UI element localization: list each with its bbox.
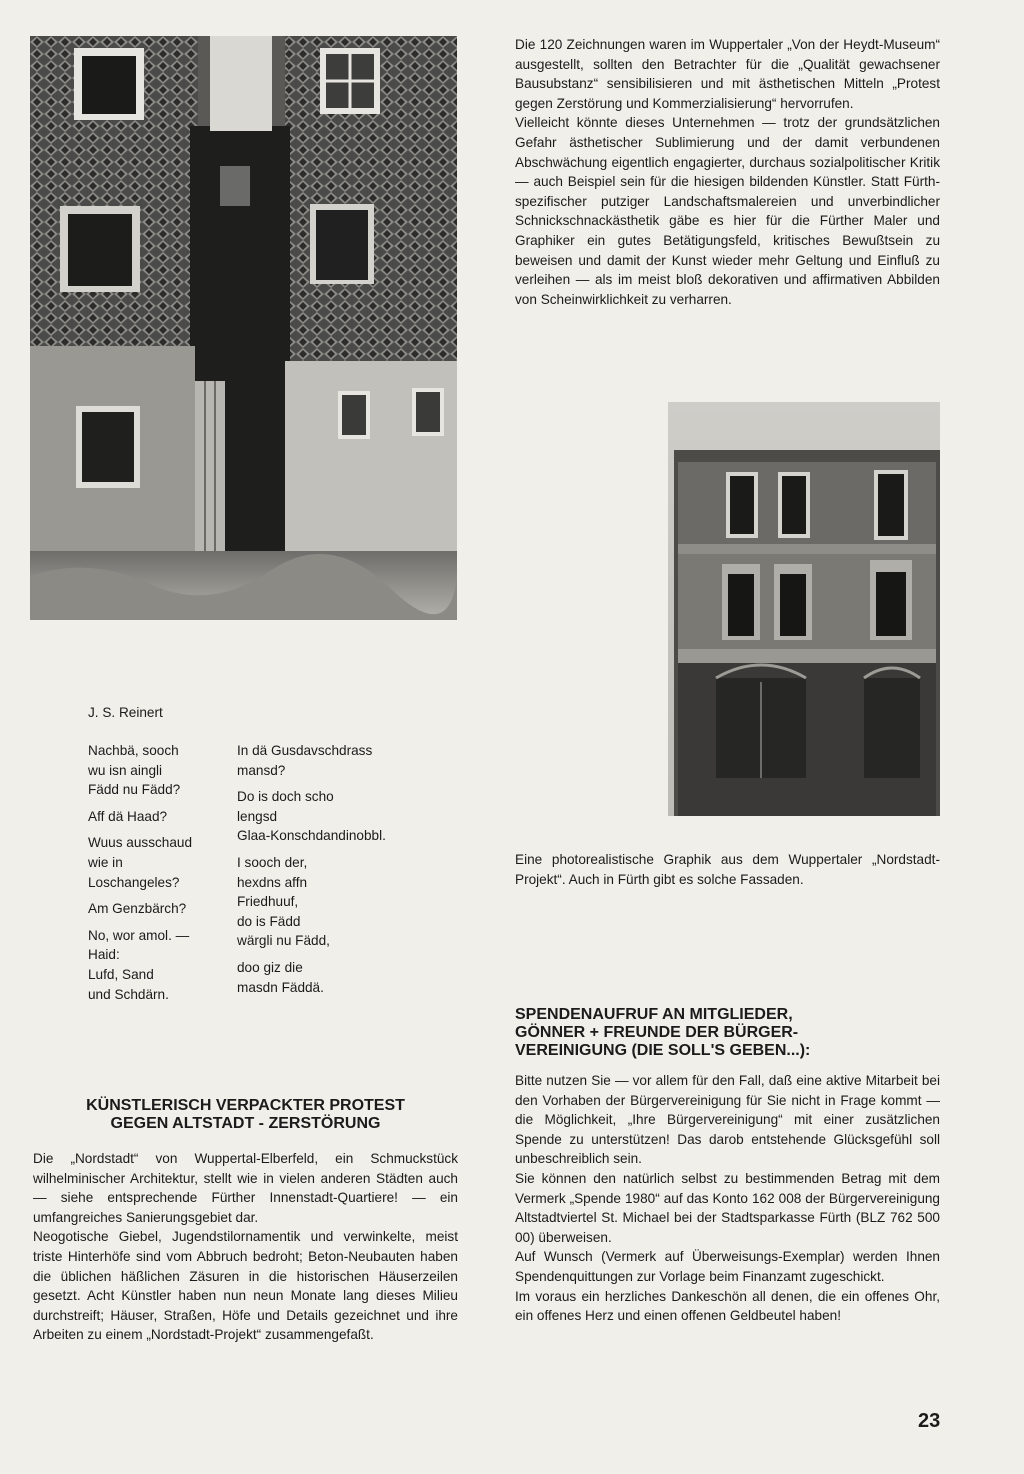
poem-line: Am Genzbärch? [88, 901, 187, 917]
poem-stanza [237, 958, 437, 997]
page-number: 23 [918, 1410, 941, 1432]
poem-stanza [237, 853, 437, 951]
article-right [515, 1006, 940, 1326]
poem-line: doo giz die [237, 959, 303, 975]
poem-line: No, wor amol. — [88, 927, 190, 943]
caption-text: Eine photorealistische Graphik aus dem Wuppertaler „Nordstadt-Projekt“. Auch in Fürth gibt es solche Fassaden. [515, 852, 940, 887]
article-left [33, 1097, 458, 1345]
poem-author: J. S. Reinert [88, 705, 163, 720]
poem-line: hexdns affn [237, 874, 308, 890]
poem-line: Friedhuuf, [237, 894, 299, 910]
poem-stanza [237, 787, 437, 846]
poem-line: lengsd [237, 808, 278, 824]
poem-line: do is Fädd [237, 913, 301, 929]
top-right-text [515, 35, 940, 309]
article-right-paragraph-1: Bitte nutzen Sie — vor allem für den Fall, daß eine aktive Mitarbeit bei den Vorhaben der Bürgervereinigung für Sie nicht in Frage kommt — die Möglichkeit, „Ihre Bürgervereinigung“ mit einer zusätzlichen Spende zu unterstützen! Das darob entstehende Glücksgefühl soll unbeschreiblich sein. [515, 1073, 940, 1167]
poem-stanza [237, 741, 437, 780]
article-right-heading [515, 1006, 940, 1060]
article-right-heading-line3: VEREINIGUNG (DIE SOLL'S GEBEN...): [515, 1042, 811, 1059]
article-right-heading-line2: GÖNNER + FREUNDE DER BÜRGER- [515, 1024, 799, 1041]
poem-line: wu isn aingli [88, 762, 163, 778]
article-right-paragraph-4: Im voraus ein herzliches Dankeschön all denen, die ein offenes Ohr, ein offenes Herz und einen offenen Geldbeutel haben! [515, 1288, 940, 1324]
poem-stanza [88, 807, 228, 827]
photo-caption [515, 850, 940, 889]
poem-left-column [88, 741, 228, 1011]
poem-line: und Schdärn. [88, 986, 169, 1002]
poem-stanza [88, 926, 228, 1004]
poem-line: Glaa-Konschdandinobbl. [237, 828, 386, 844]
poem-line: Nachbä, sooch [88, 743, 179, 758]
poem-right-column [237, 741, 437, 1004]
article-right-heading-line1: SPENDENAUFRUF AN MITGLIEDER, [515, 1006, 793, 1023]
article-left-heading-line1: KÜNSTLERISCH VERPACKTER PROTEST [86, 1097, 405, 1114]
article-left-paragraph-2: Neogotische Giebel, Jugendstilornamentik und verwinkelte, meist triste Hinterhöfe sind vom Abbruch bedroht; Beton-Neubauten haben die üblichen häßlichen Zäsuren in die historischen Häuserzeilen gesetzt. Acht Künstler haben nun neun Monate lang dieses Milieu durchstreift; Häuser, Straßen, Höfe und Details gezeichnet und ihre Arbeiten zu einem „Nordstadt-Projekt“ zusammengefaßt. [33, 1229, 458, 1343]
intro-paragraph-1: Die 120 Zeichnungen waren im Wuppertaler „Von der Heydt-Museum“ ausgestellt, sollten den Betrachter für die „Qualität gewachsener Bausubstanz“ sensibilisieren und mit ästhetischen Mitteln „Protest gegen Zerstörung und Kommerzialisierung“ hervorrufen. [515, 37, 940, 111]
article-left-heading-line2: GEGEN ALTSTADT - ZERSTÖRUNG [110, 1115, 381, 1132]
poem-line: masdn Fäddä. [237, 979, 324, 995]
poem-line: Do is doch scho [237, 789, 334, 805]
poem-line: Aff dä Haad? [88, 808, 168, 824]
article-left-paragraph-1: Die „Nordstadt“ von Wuppertal-Elberfeld, ein Schmuckstück wilhelminischer Architektur, stellt wie in vielen anderen Städten auch — siehe entsprechende Fürther Innenstadt-Quartiere! — ein umfangreiches Sanierungsgebiet dar. [33, 1151, 458, 1225]
poem-line: Loschangeles? [88, 874, 180, 890]
poem-stanza [88, 833, 228, 892]
poem-line: Fädd nu Fädd? [88, 782, 181, 798]
intro-paragraph-2: Vielleicht könnte dieses Unternehmen — trotz der grundsätzlichen Gefahr ästhetischer Sublimierung und der damit verbundenen Abschwächung eigentlich engagierter, durchaus sozialpolitischer Kritik — auch Beispiel sein für die hiesigen bildenden Künstler. Statt Fürth-spezifischer putziger Landschaftsmalereien und unverbindlicher Schnickschnackästhetik gäbe es hier für die Fürther Maler und Graphiker ein gutes Betätigungsfeld, kritisches Bewußtsein zu beweisen und damit der Kunst wieder mehr Geltung und Einfluß zu verleihen — als im meist bloß dekorativen und affirmativen Abbilden von Scheinwirklichkeit zu verharren. [515, 115, 940, 307]
article-right-paragraph-3: Auf Wunsch (Vermerk auf Überweisungs-Exemplar) werden Ihnen Spendenquittungen zur Vorlage beim Finanzamt zugeschickt. [515, 1249, 940, 1284]
poem-stanza [88, 741, 228, 800]
poem-line: In dä Gusdavschdrass [237, 743, 373, 758]
poem-line: I sooch der, [237, 854, 308, 870]
poem-line: Haid: [88, 947, 120, 963]
poem-line: wie in [88, 854, 123, 870]
poem-line: wärgli nu Fädd, [237, 933, 330, 949]
article-right-paragraph-2: Sie können den natürlich selbst zu bestimmenden Betrag mit dem Vermerk „Spende 1980“ auf das Konto 162 008 der Bürgervereinigung Altstadtviertel St. Michael bei der Stadtsparkasse Fürth (BLZ 762 500 00) überweisen. [515, 1170, 940, 1245]
poem-line: Wuus ausschaud [88, 835, 193, 851]
article-left-heading [33, 1097, 458, 1133]
poem-line: Lufd, Sand [88, 966, 154, 982]
poem-stanza [88, 899, 228, 919]
poem-line: mansd? [237, 762, 286, 778]
photo-nordstadt-facade [668, 402, 940, 816]
photo-old-houses [30, 36, 457, 620]
